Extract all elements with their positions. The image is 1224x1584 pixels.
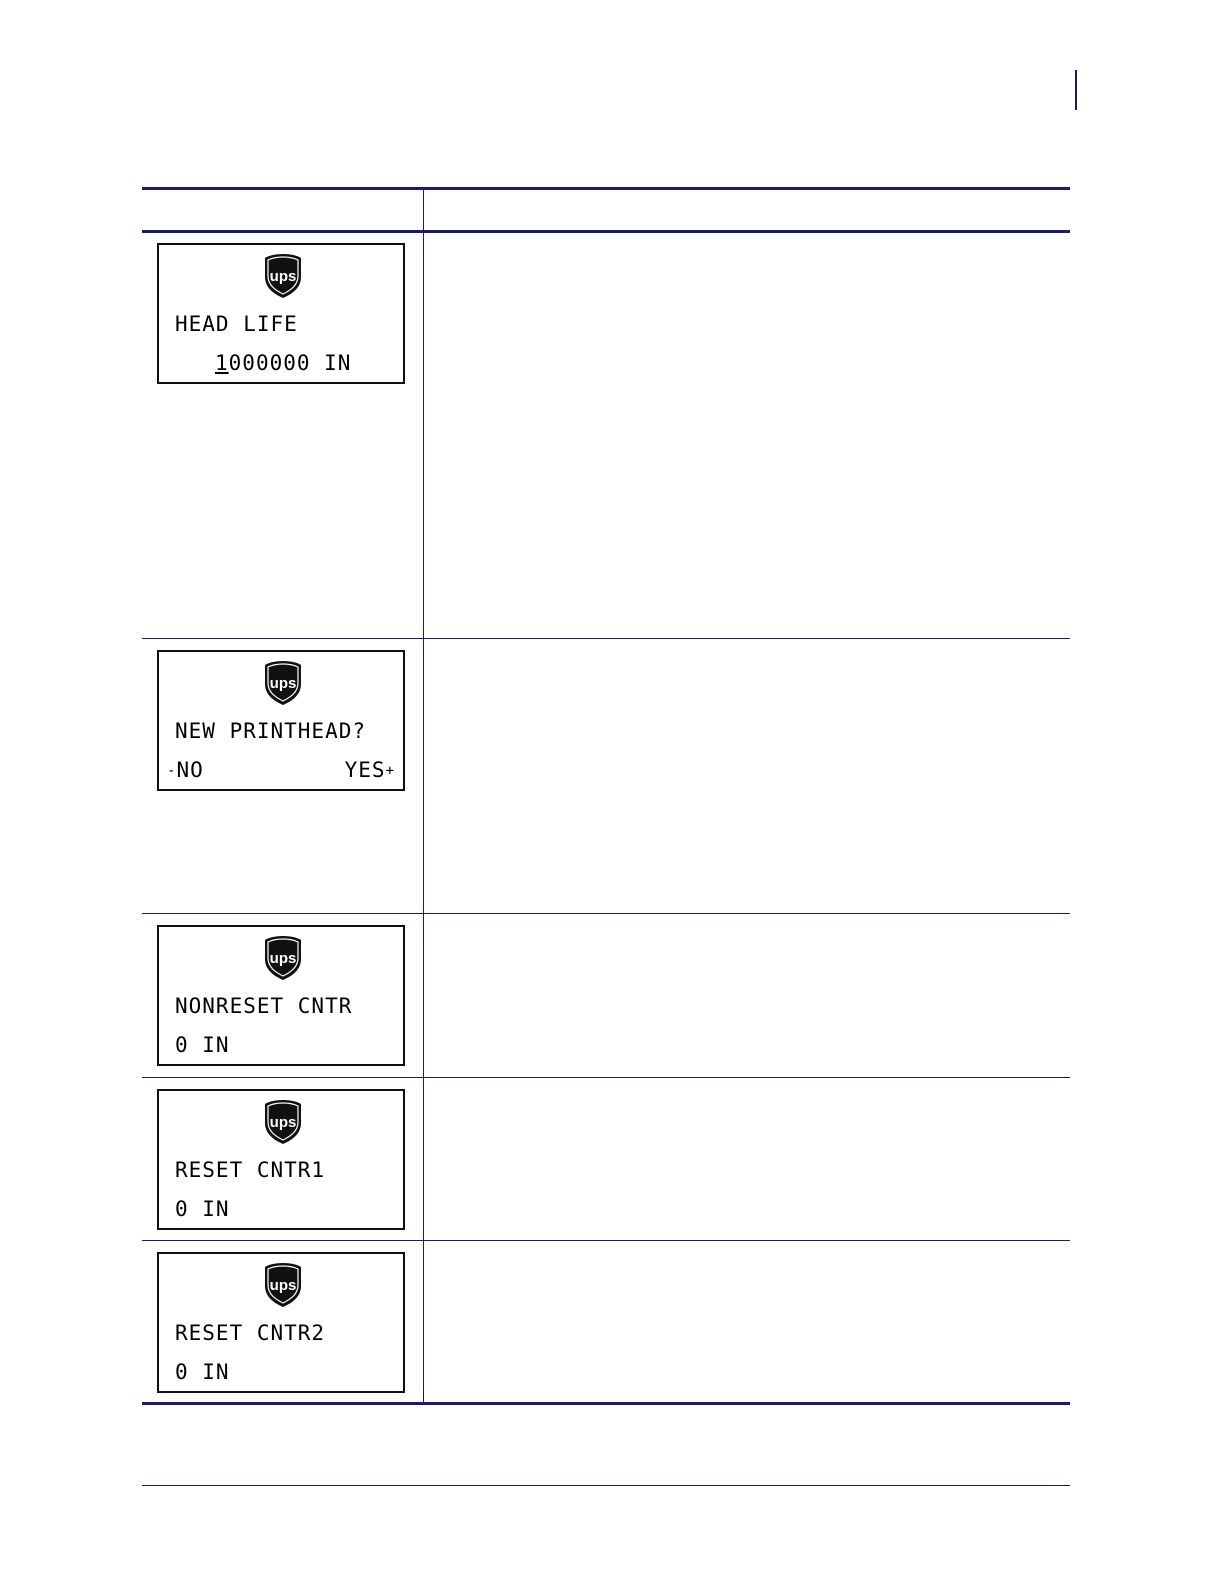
ups-shield-icon	[264, 253, 302, 299]
table-header-rule	[142, 230, 1070, 233]
minus-key-icon: -	[167, 763, 177, 779]
lcd-display-reset-cntr1	[157, 1089, 405, 1230]
option-yes	[345, 758, 395, 785]
option-yes-label: YES	[344, 758, 386, 782]
lcd-line-2: 0 IN	[175, 1033, 230, 1057]
ups-shield-icon	[264, 935, 302, 981]
option-no	[167, 758, 204, 785]
lcd-line-1: NONRESET CNTR	[175, 994, 353, 1018]
ups-shield-icon	[264, 660, 302, 706]
row-divider	[142, 1240, 1070, 1241]
footer-rule	[142, 1485, 1070, 1486]
svg-text:ups: ups	[269, 1114, 297, 1131]
lcd-line-2: 0 IN	[175, 1197, 230, 1221]
change-bar	[1075, 70, 1077, 110]
table-bottom-rule	[142, 1402, 1070, 1405]
lcd-line-2	[215, 351, 351, 375]
svg-text:ups: ups	[269, 1277, 297, 1294]
row-divider	[142, 1077, 1070, 1078]
control-panel-table	[142, 187, 1070, 1405]
row-divider	[142, 638, 1070, 639]
lcd-display-head-life	[157, 243, 405, 384]
svg-text:ups: ups	[269, 675, 297, 692]
ups-shield-icon	[264, 1099, 302, 1145]
plus-key-icon: +	[385, 763, 395, 779]
row-divider	[142, 913, 1070, 914]
ups-shield-icon	[264, 1262, 302, 1308]
lcd-display-reset-cntr2	[157, 1252, 405, 1393]
svg-text:ups: ups	[269, 268, 297, 285]
lcd-line-1: HEAD LIFE	[175, 312, 298, 336]
svg-text:ups: ups	[269, 950, 297, 967]
lcd-line-2: 0 IN	[175, 1360, 230, 1384]
lcd-display-new-printhead	[157, 650, 405, 791]
option-no-label: NO	[176, 758, 204, 782]
lcd-line-1: RESET CNTR1	[175, 1158, 326, 1182]
lcd-display-nonreset-cntr	[157, 925, 405, 1066]
lcd-value: 000000 IN	[228, 351, 352, 375]
column-divider	[423, 187, 424, 1405]
lcd-line-1: RESET CNTR2	[175, 1321, 326, 1345]
lcd-line-1: NEW PRINTHEAD?	[175, 719, 367, 743]
cursor-digit: 1	[215, 351, 229, 375]
table-top-rule	[142, 187, 1070, 190]
